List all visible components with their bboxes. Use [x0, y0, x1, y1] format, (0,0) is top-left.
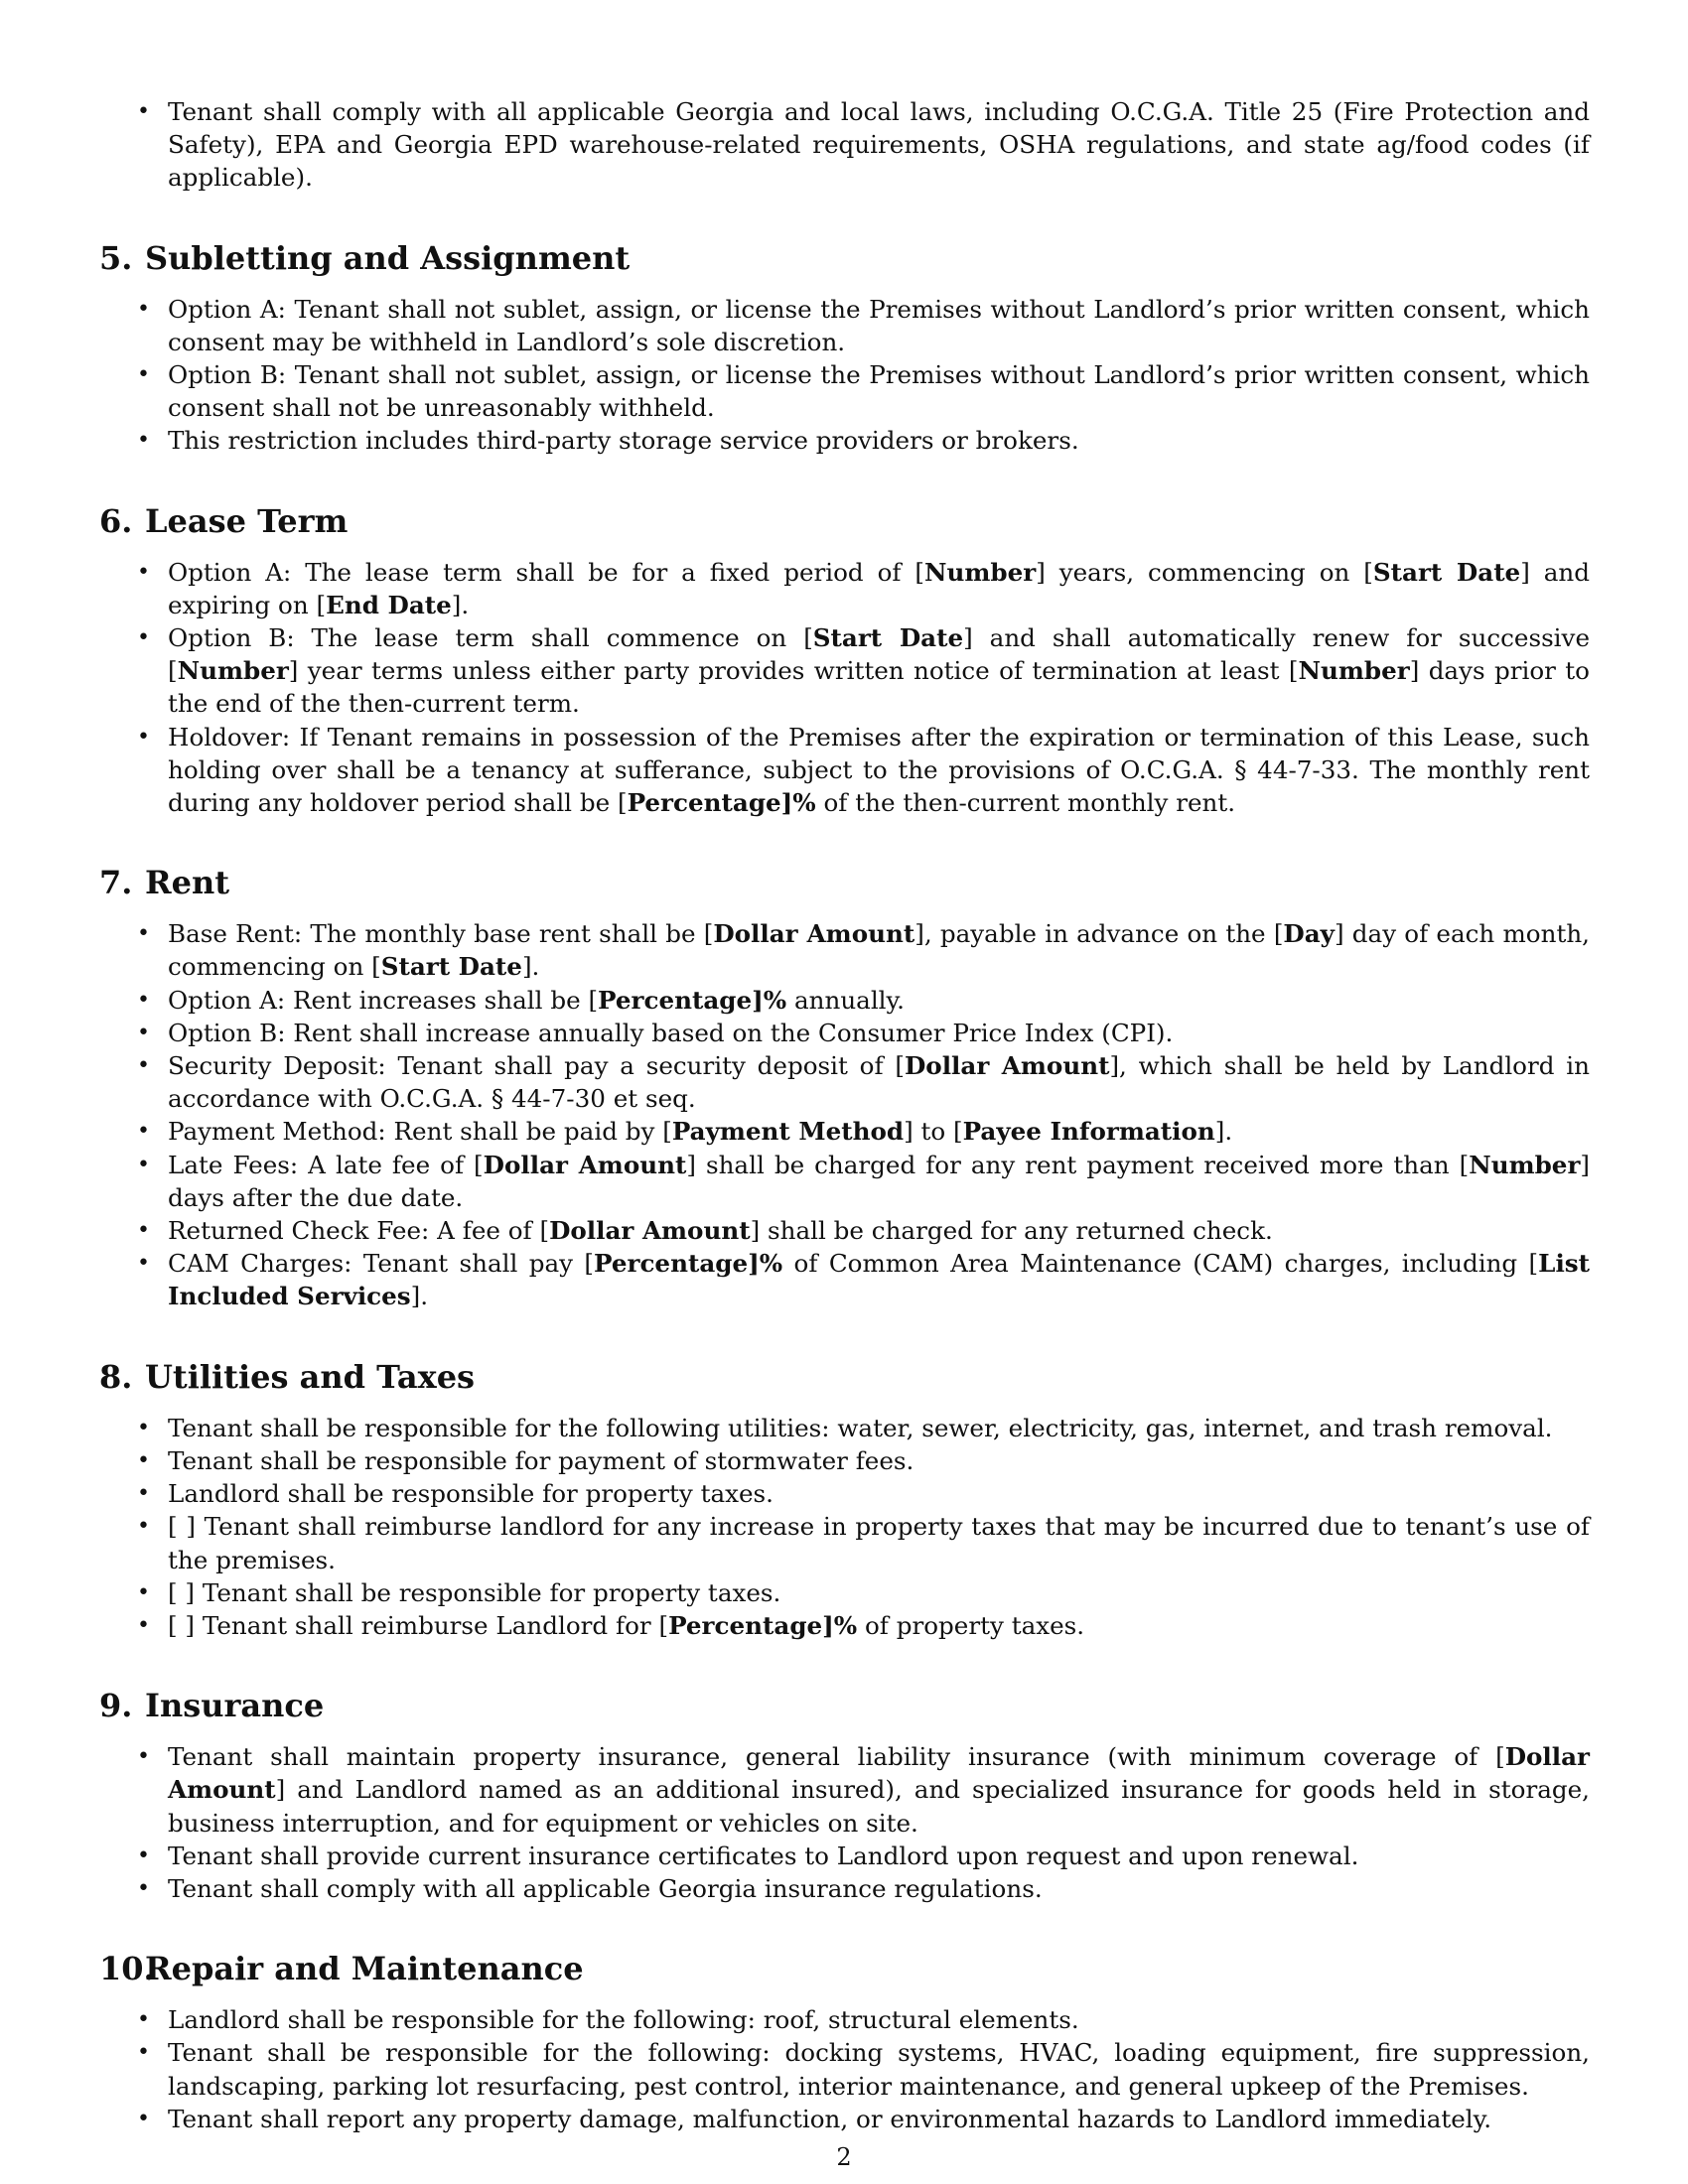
list-item: • Returned Check Fee: A fee of [Dollar Amount] shall be charged for any returned check. [99, 1214, 1590, 1247]
rent-list [99, 917, 1590, 1312]
utilities-list [99, 1412, 1590, 1642]
list-item: • Option B: Tenant shall not sublet, assign, or license the Premises without Landlord’s prior written consent, which consent shall not be unreasonably withheld. [99, 358, 1590, 424]
section-heading-repair: 10.Repair and Maintenance [99, 1950, 584, 1988]
section-heading-insurance: 9. Insurance [99, 1687, 325, 1725]
section-heading-lease-term: 6. Lease Term [99, 501, 349, 540]
list-item: • Security Deposit: Tenant shall pay a security deposit of [Dollar Amount], which shall be held by Landlord in accordance with O.C.G.A. § 44-7-30 et seq. [99, 1049, 1590, 1115]
list-item: • Base Rent: The monthly base rent shall be [Dollar Amount], payable in advance on the [Day] day of each month, commencing on [Start Date]. [99, 917, 1590, 983]
list-item: • Tenant shall be responsible for payment of stormwater fees. [99, 1444, 1590, 1477]
list-item: • Landlord shall be responsible for the following: roof, structural elements. [99, 2003, 1590, 2036]
list-item: • [ ] Tenant shall be responsible for property taxes. [99, 1576, 1590, 1609]
list-item: • [ ] Tenant shall reimburse landlord for any increase in property taxes that may be incurred due to tenant’s use of the premises. [99, 1510, 1590, 1575]
list-item: • Holdover: If Tenant remains in possession of the Premises after the expiration or termination of this Lease, such holding over shall be a tenancy at sufferance, subject to the provisions of O.C.G.A. § 44-7-33. The monthly rent during any holdover period shall be [Percentage]% of the then-current monthly rent. [99, 721, 1590, 820]
repair-list [99, 2003, 1590, 2135]
list-item: • Tenant shall comply with all applicable Georgia and local laws, including O.C.G.A. Title 25 (Fire Protection and Safety), EPA and Georgia EPD warehouse-related requirements, OSHA regulations, and state ag/food codes (if applicable). [99, 95, 1590, 195]
subletting-list [99, 293, 1590, 458]
list-item: • Option A: The lease term shall be for a fixed period of [Number] years, commencing on [Start Date] and expiring on [End Date]. [99, 556, 1590, 621]
list-item: • Option B: Rent shall increase annually based on the Consumer Price Index (CPI). [99, 1017, 1590, 1049]
page-number: 2 [836, 2143, 852, 2171]
list-item: • Tenant shall be responsible for the following: docking systems, HVAC, loading equipment, fire suppression, landscaping, parking lot resurfacing, pest control, interior maintenance, and general upkeep of the Premises. [99, 2036, 1590, 2102]
section-heading-rent: 7. Rent [99, 864, 229, 902]
section-heading-subletting: 5. Subletting and Assignment [99, 238, 631, 277]
list-item: • Late Fees: A late fee of [Dollar Amount] shall be charged for any rent payment received more than [Number] days after the due date. [99, 1149, 1590, 1214]
list-item: • Option A: Tenant shall not sublet, assign, or license the Premises without Landlord’s prior written consent, which consent may be withheld in Landlord’s sole discretion. [99, 293, 1590, 358]
list-item: • Tenant shall provide current insurance certificates to Landlord upon request and upon renewal. [99, 1840, 1590, 1872]
list-item: • CAM Charges: Tenant shall pay [Percentage]% of Common Area Maintenance (CAM) charges, including [List Included Services]. [99, 1247, 1590, 1312]
lease-term-list [99, 556, 1590, 820]
list-item: • Tenant shall report any property damage, malfunction, or environmental hazards to Landlord immediately. [99, 2103, 1590, 2135]
insurance-list [99, 1740, 1590, 1905]
list-item: • Tenant shall be responsible for the following utilities: water, sewer, electricity, gas, internet, and trash removal. [99, 1412, 1590, 1444]
list-item: • Tenant shall maintain property insurance, general liability insurance (with minimum coverage of [Dollar Amount] and Landlord named as an additional insured), and specialized insurance for goods held in storage, business interruption, and for equipment or vehicles on site. [99, 1740, 1590, 1840]
list-item: • [ ] Tenant shall reimburse Landlord for [Percentage]% of property taxes. [99, 1609, 1590, 1642]
section-heading-utilities: 8. Utilities and Taxes [99, 1357, 476, 1396]
list-item: • Option A: Rent increases shall be [Percentage]% annually. [99, 984, 1590, 1017]
intro-list [99, 95, 1590, 195]
document-body [99, 95, 1590, 2135]
list-item: • Option B: The lease term shall commence on [Start Date] and shall automatically renew for successive [Number] year terms unless either party provides written notice of termination at least [Number] days prior to the end of the then-current term. [99, 621, 1590, 721]
list-item: • Landlord shall be responsible for property taxes. [99, 1477, 1590, 1510]
list-item: • Tenant shall comply with all applicable Georgia insurance regulations. [99, 1872, 1590, 1905]
list-item: • Payment Method: Rent shall be paid by [Payment Method] to [Payee Information]. [99, 1115, 1590, 1148]
list-item: • This restriction includes third-party storage service providers or brokers. [99, 424, 1590, 457]
